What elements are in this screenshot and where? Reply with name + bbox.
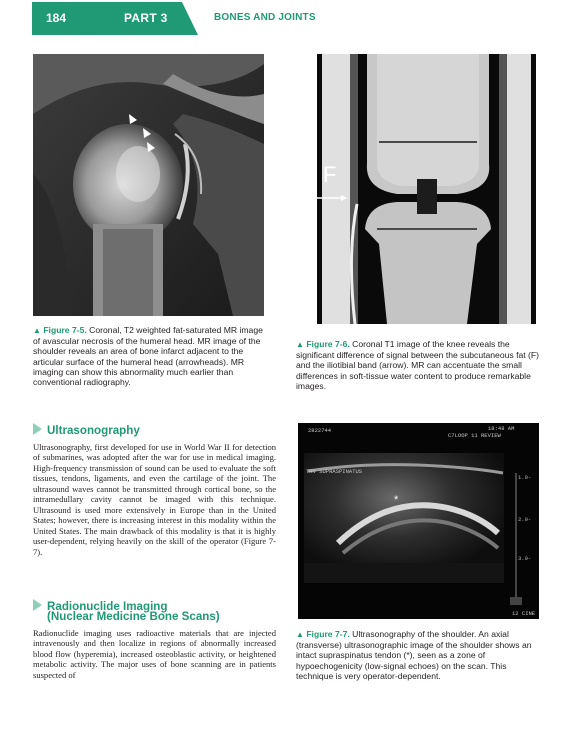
section-heading-ultrasonography: Ultrasonography — [33, 423, 140, 437]
header-cut-decoration — [182, 2, 198, 35]
ultrasound-id-text: 2822744 — [308, 427, 332, 434]
figure-7-6-caption — [296, 339, 541, 391]
part-label: PART 3 — [124, 11, 168, 25]
section-heading-radionuclide: Radionuclide Imaging — [33, 599, 167, 613]
caption-text: Coronal T1 image of the knee reveals the significant difference of signal between the subcutaneous fat (F) and the iliotibial band (arrow). MR can accentuate the small differences in soft-tissue water content to produce remarkable images. — [296, 339, 539, 391]
marker-f-label: F — [323, 162, 337, 187]
depth-1-label: 1.0- — [518, 474, 532, 481]
caption-triangle-icon: ▲ — [33, 326, 41, 335]
caption-triangle-icon: ▲ — [296, 340, 304, 349]
caption-triangle-icon: ▲ — [296, 630, 304, 639]
section-arrow-icon — [33, 423, 42, 435]
running-title: BONES AND JOINTS — [214, 12, 316, 23]
radionuclide-body: Radionuclide imaging uses radioactive materials that are injected intravenously and then localize in regions of abnormally increased blood flow (hyperemia), increased osteoblastic activity, or heightened metabolic activity. The major uses of bone scanning are in patients suspected of — [33, 628, 276, 680]
section-heading-radionuclide-line2: (Nuclear Medicine Bone Scans) — [47, 610, 220, 623]
asterisk-marker: * — [394, 494, 399, 506]
figure-label: Figure 7-7. — [306, 629, 350, 639]
figure-label: Figure 7-6. — [306, 339, 350, 349]
depth-2-label: 2.0- — [518, 516, 532, 523]
ultrasonography-body: Ultrasonography, first developed for use in World War II for detection of submarines, was adopted after the war for use in medical imaging. High-frequency transmission of sound can be used to evaluate the soft tissues, tendons, ligaments, and even the cartilage of the joint. The ultrasound waves cannot be transmitted through cortical bone, so the intramedullary cavity cannot be imaged with this technique. Ultrasound is used more extensively in Europe than in the United States; however, there is increasing interest in this modality within the United States. The main drawback of this modality is that it is highly user-dependent, relying heavily on the skill of the operator (Figure 7-7). — [33, 442, 276, 557]
caption-text: Ultrasonography of the shoulder. An axial (transverse) ultrasonographic image of the shoulder shows an intact supraspinatus tendon (*), seen as a zone of hypoechogenicity (low-signal echoes) on the scan. This technique is very operator-dependent. — [296, 629, 532, 681]
cine-label: 12 CINE — [512, 610, 536, 617]
figure-7-5-shoulder-mr-image — [33, 54, 264, 316]
figure-7-7-ultrasound-image — [298, 423, 539, 619]
ultrasound-mode-text: C7LOOP 11 REVIEW — [448, 432, 501, 439]
page-number: 184 — [46, 11, 67, 25]
ultrasound-side-label: TRV SUPRASPINATUS — [306, 468, 363, 475]
figure-7-7-caption — [296, 629, 542, 681]
figure-7-5-caption — [33, 325, 271, 387]
ultrasound-time-text: 18:48 AM — [488, 425, 515, 432]
depth-3-label: 3.0- — [518, 555, 532, 562]
page-header — [0, 0, 572, 38]
caption-text: Coronal, T2 weighted fat-saturated MR image of avascular necrosis of the humeral head. MR image of the shoulder reveals an area of bone infarct adjacent to the articular surface of the humeral head (arrowheads). MR imaging can show this abnormality much earlier than conventional radiography. — [33, 325, 263, 388]
section-arrow-icon — [33, 599, 42, 611]
figure-7-6-knee-mr-image — [317, 54, 536, 324]
figure-label: Figure 7-5. — [43, 325, 87, 335]
